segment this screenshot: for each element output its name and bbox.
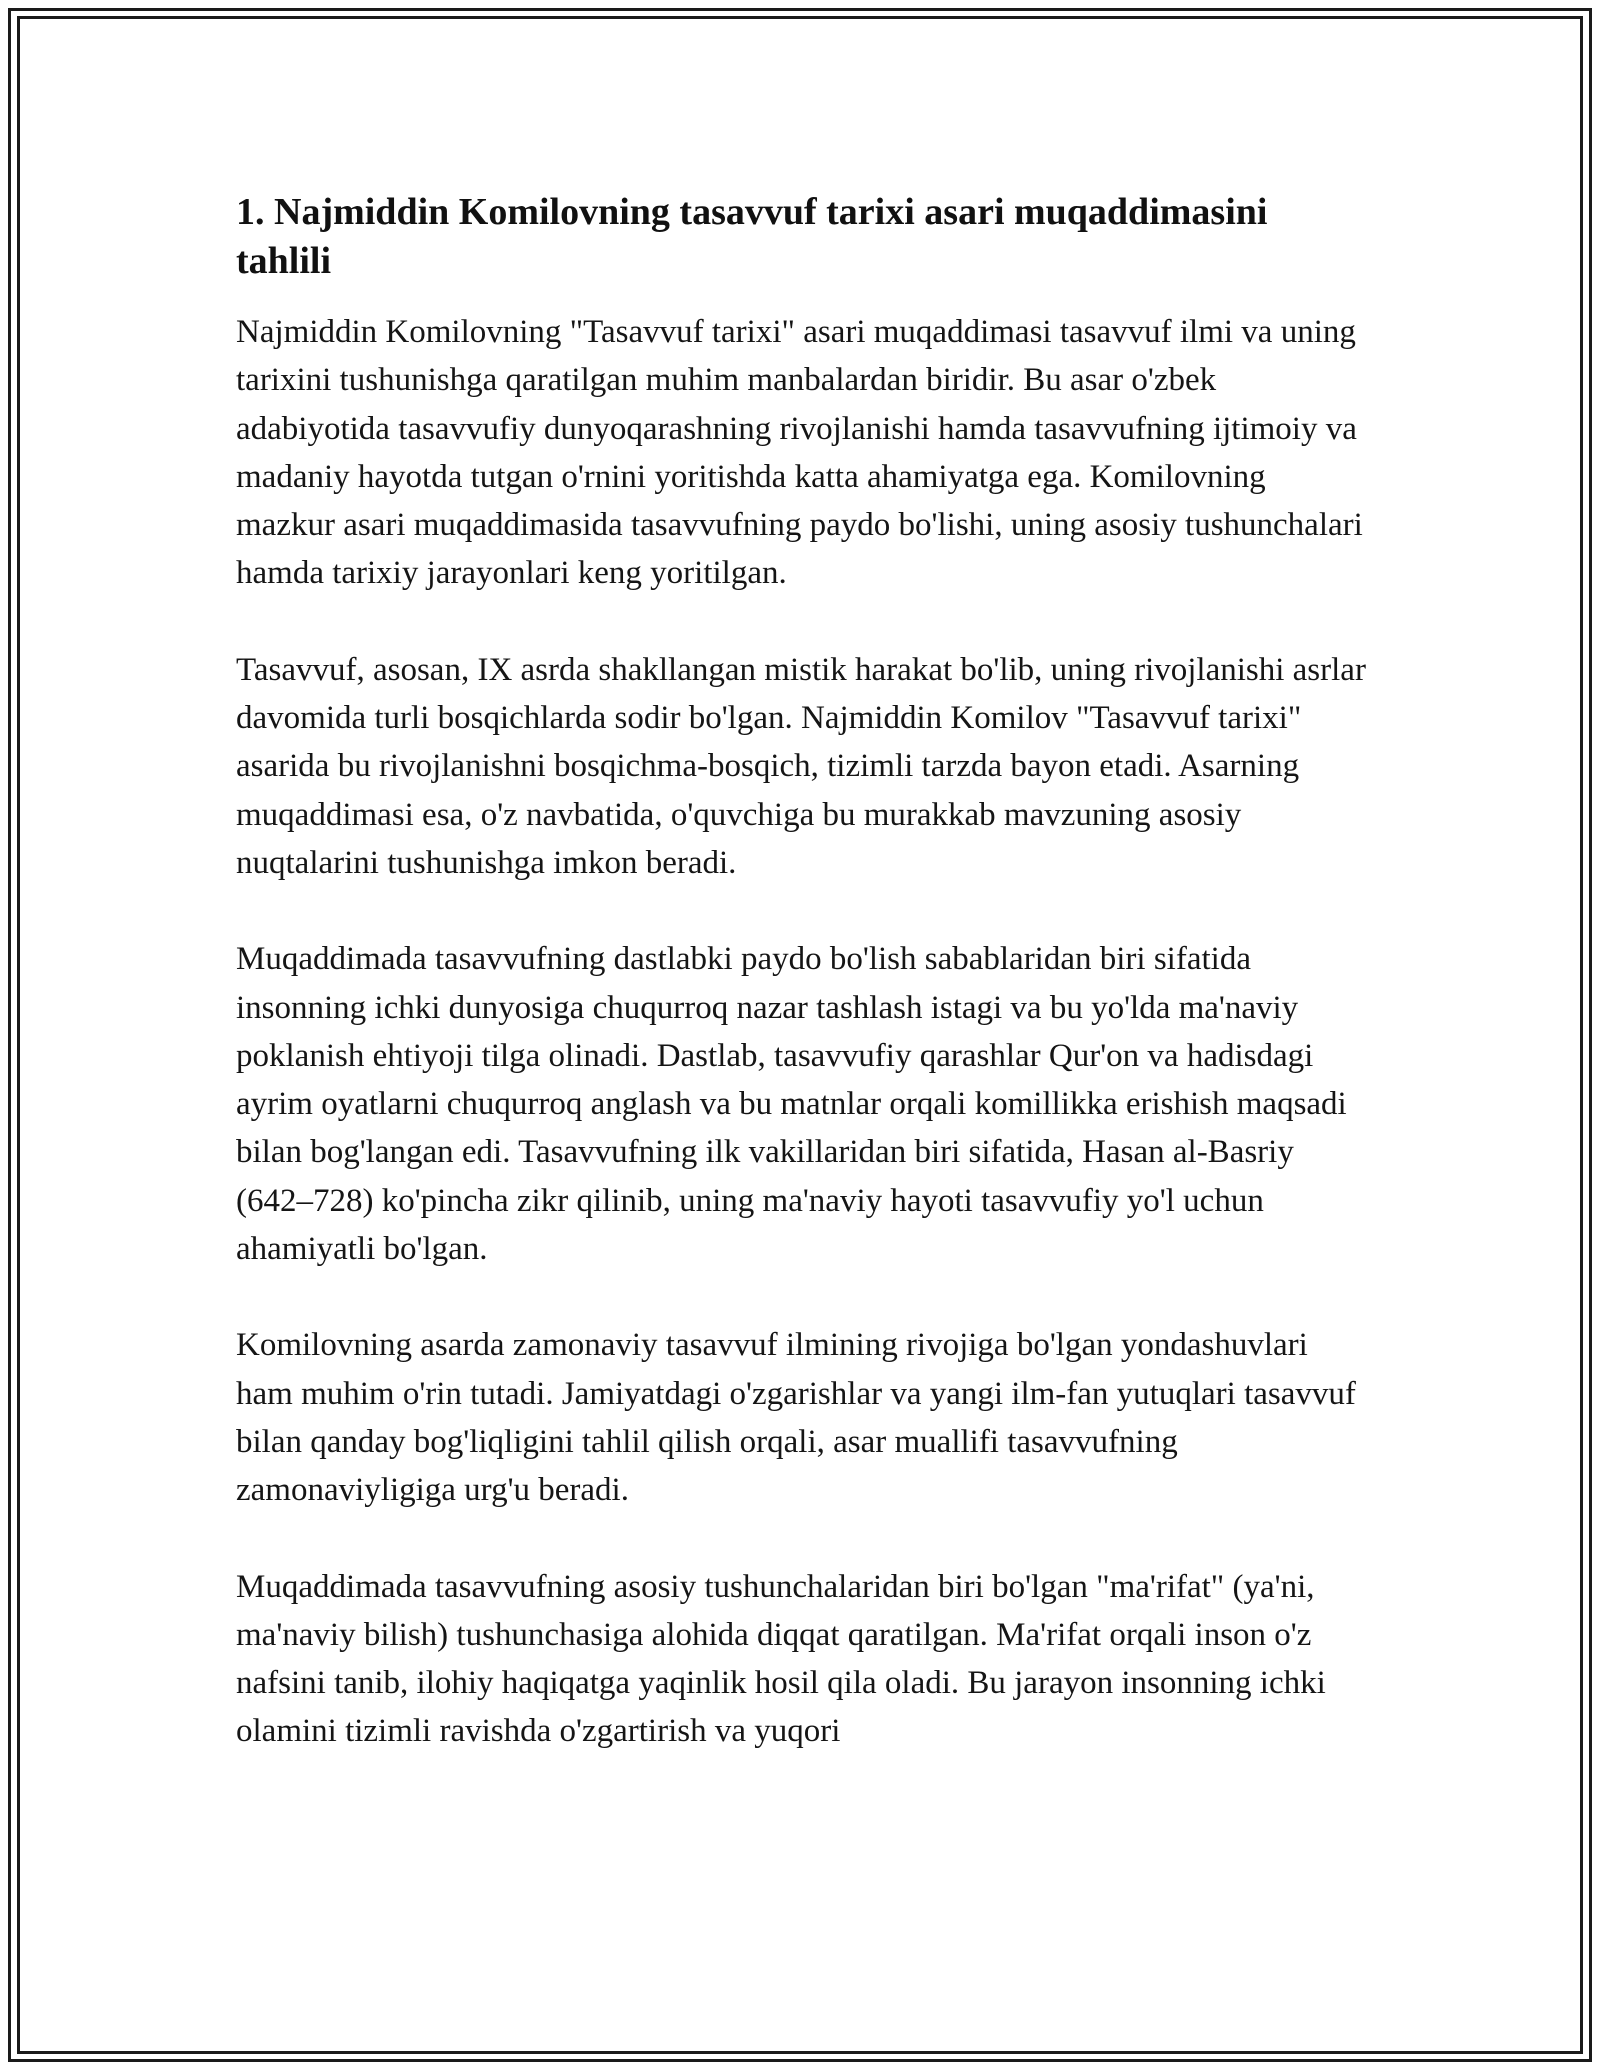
paragraph: Najmiddin Komilovning "Tasavvuf tarixi" asari muqaddimasi tasavvuf ilmi va uning tarixini tushunishga qaratilgan muhim manbalardan biridir. Bu asar o'zbek adabiyotida tasavvufiy dunyoqarashning rivojlanishi hamda tasavvufning ijtimoiy va madaniy hayotda tutgan o'rnini yoritishda katta ahamiyatga ega. Komilovning mazkur asari muqaddimasida tasavvufning paydo bo'lishi, uning asosiy tushunchalari hamda tarixiy jarayonlari keng yoritilgan. <box>236 314 1363 592</box>
section-heading: 1. Najmiddin Komilovning tasavvuf tarixi asari muqaddimasini tahlili <box>236 191 1268 282</box>
paragraph: Komilovning asarda zamonaviy tasavvuf ilmining rivojiga bo'lgan yondashuvlari ham muhim o'rin tutadi. Jamiyatdagi o'zgarishlar va yangi ilm-fan yutuqlari tasavvuf bilan qanday bog'liqligini tahlil qilish orqali, asar muallifi tasavvufning zamonaviyligiga urg'u beradi. <box>236 1327 1356 1509</box>
paragraph: Muqaddimada tasavvufning dastlabki paydo bo'lish sabablaridan biri sifatida insonning ichki dunyosiga chuqurroq nazar tashlash istagi va bu yo'lda ma'naviy poklanish ehtiyoji tilga olinadi. Dastlab, tasavvufiy qarashlar Qur'on va hadisdagi ayrim oyatlarni chuqurroq anglash va bu matnlar orqali komillikka erishish maqsadi bilan bog'langan edi. Tasavvufning ilk vakillaridan biri sifatida, Hasan al-Basriy (642–728) ko'pincha zikr qilinib, uning ma'naviy hayoti tasavvufiy yo'l uchun ahamiyatli bo'lgan. <box>236 941 1347 1268</box>
paragraph: Tasavvuf, asosan, IX asrda shakllangan mistik harakat bo'lib, uning rivojlanishi asrlar davomida turli bosqichlarda sodir bo'lgan. Najmiddin Komilov "Tasavvuf tarixi" asarida bu rivojlanishni bosqichma-bosqich, tizimli tarzda bayon etadi. Asarning muqaddimasi esa, o'z navbatida, o'quvchiga bu murakkab mavzuning asosiy nuqtalarini tushunishga imkon beradi. <box>236 651 1366 881</box>
paragraph: Muqaddimada tasavvufning asosiy tushunchalaridan biri bo'lgan "ma'rifat" (ya'ni, ma'naviy bilish) tushunchasiga alohida diqqat qaratilgan. Ma'rifat orqali inson o'z nafsini tanib, ilohiy haqiqatga yaqinlik hosil qila oladi. Bu jarayon insonning ichki olamini tizimli ravishda o'zgartirish va yuqori <box>236 1568 1326 1750</box>
document-body <box>236 188 1366 1804</box>
